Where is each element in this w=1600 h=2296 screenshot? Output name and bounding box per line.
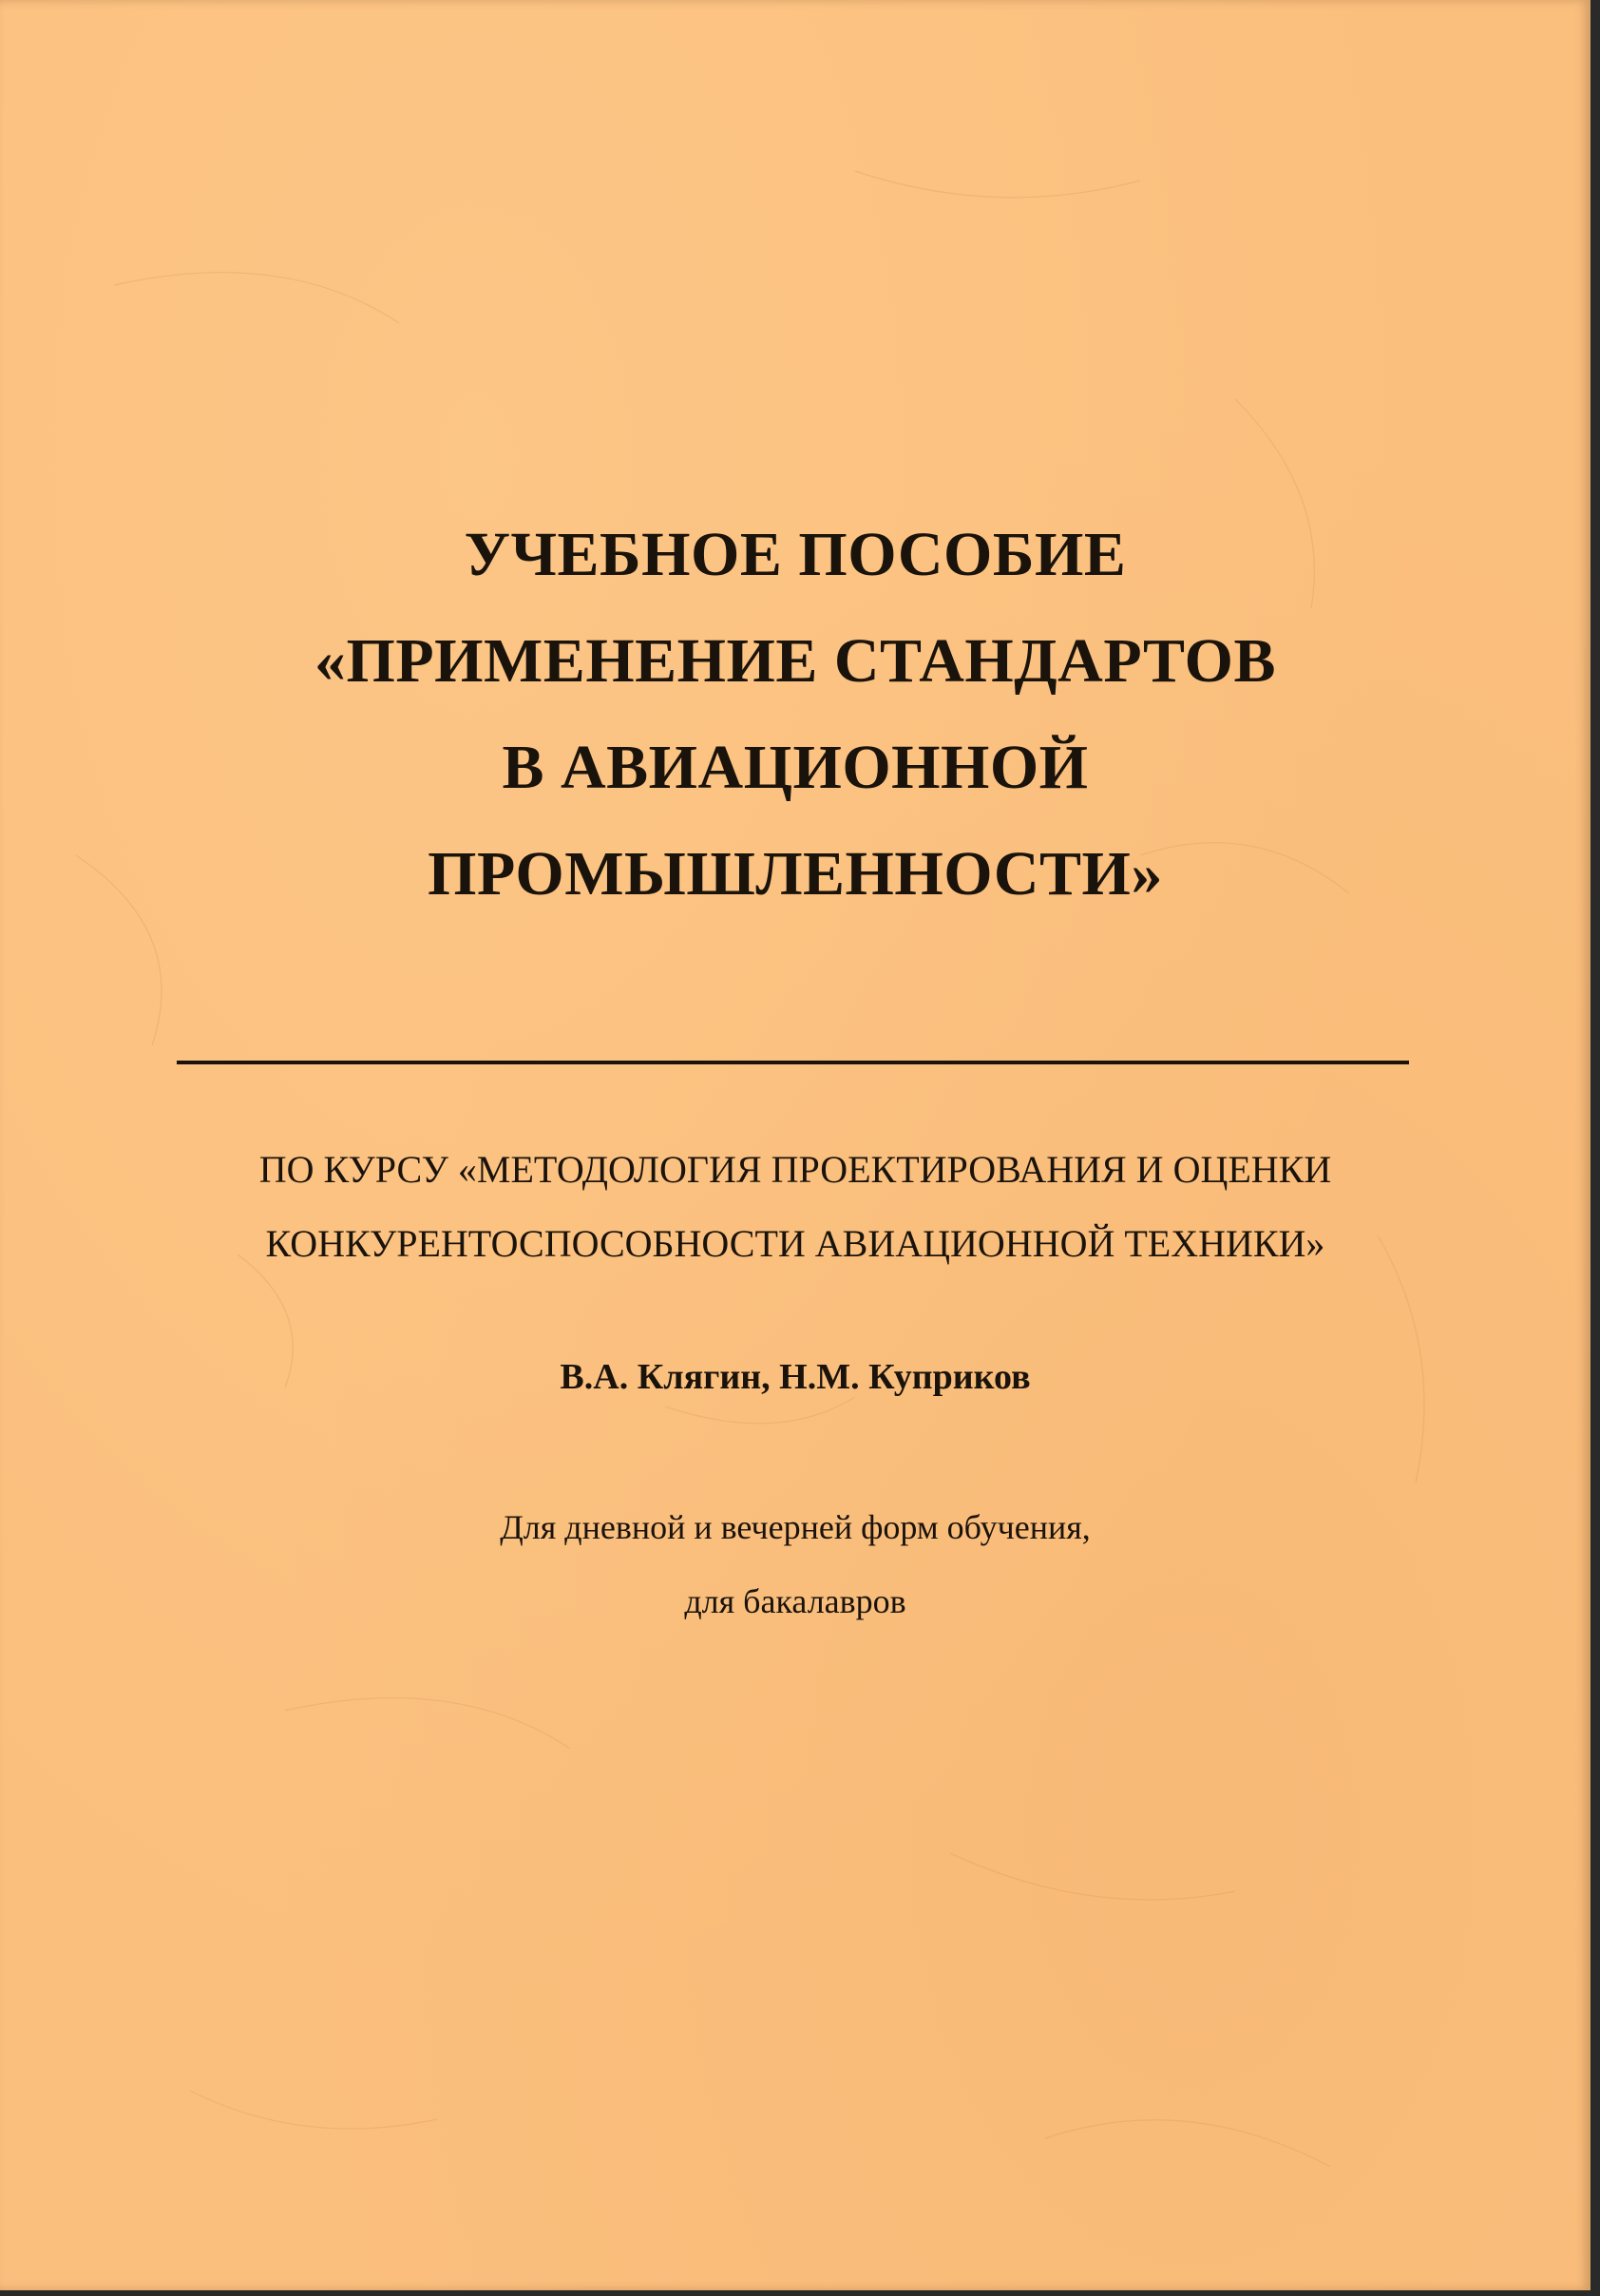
course-subtitle	[0, 1133, 1590, 1281]
title-line: УЧЕБНОЕ ПОСОБИЕ	[464, 520, 1127, 589]
divider-rule	[177, 1061, 1409, 1064]
title-line: «ПРИМЕНЕНИЕ СТАНДАРТОВ	[314, 626, 1276, 696]
audience-note	[0, 1490, 1590, 1638]
book-title	[0, 502, 1590, 928]
authors: В.А. Клягин, Н.М. Куприков	[560, 1357, 1031, 1397]
audience-line: Для дневной и вечерней форм обучения,	[500, 1508, 1091, 1546]
title-line: ПРОМЫШЛЕННОСТИ»	[428, 839, 1163, 909]
title-line: В АВИАЦИОННОЙ	[502, 733, 1089, 802]
course-line: КОНКУРЕНТОСПОСОБНОСТИ АВИАЦИОННОЙ ТЕХНИКИ»	[265, 1222, 1325, 1265]
cover-edge-bottom	[0, 2290, 1600, 2296]
course-line: ПО КУРСУ «МЕТОДОЛОГИЯ ПРОЕКТИРОВАНИЯ И ОЦЕНКИ	[258, 1148, 1332, 1191]
audience-line: для бакалавров	[684, 1582, 906, 1620]
cover-edge-right	[1590, 0, 1600, 2296]
